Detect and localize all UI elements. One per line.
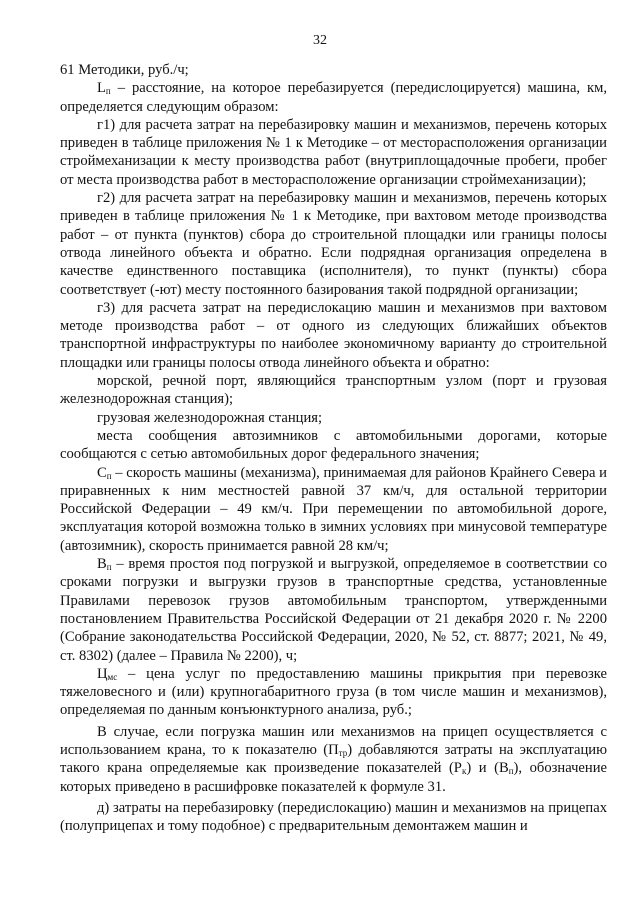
document-body [60, 61, 607, 835]
paragraph-text: ) и (В [466, 760, 509, 777]
symbol-subscript: п [106, 562, 112, 573]
paragraph-text: В случае, если погрузка машин или механизмов на прицеп осуществляется с использованием крана, то к показателю (П [60, 723, 607, 758]
paragraph-text: ), обозначение которых приведено в расшифровке показателей к формуле 31. [60, 760, 608, 795]
symbol-subscript: к [461, 766, 467, 777]
paragraph-g2: г2) для расчета затрат на перебазировку машин и механизмов, перечень которых приведен в таблице приложения № 1 к Методике, при вахтовом методе производства работ – от пункта (пунктов) сбора до строительной площадки или границы полосы отвода линейного объекта и обратно. Если подрядная организация определена в качестве единственного поставщика (исполнителя), то пункт (пункты) сбора соответствует (-ют) месту постоянного базирования такой подрядной организации; [60, 190, 607, 298]
paragraph-d-trailers: д) затраты на перебазировку (передислокацию) машин и механизмов на прицепах (полуприцепах и тому подобное) с предварительным демонтажем машин и [60, 799, 607, 835]
paragraph-text: – расстояние, на которое перебазируется (передислоцируется) машина, км, определяется следующим образом: [60, 80, 607, 115]
paragraph-railway-station: грузовая железнодорожная станция; [97, 409, 323, 426]
paragraph-speed [60, 464, 607, 555]
symbol-subscript: п [105, 86, 111, 97]
paragraph-g1: г1) для расчета затрат на перебазировку машин и механизмов, перечень которых приведен в таблице приложения № 1 к Методике – от месторасположения организации строймеханизации к месту производства работ (внутриплощадочные пробеги, пробег от места производства работ в месторасположение организации строймеханизации); [60, 116, 607, 188]
paragraph-winter-roads: места сообщения автозимников с автомобильными дорогами, которые сообщаются с сетью автомобильных дорог федерального значения; [60, 427, 607, 463]
paragraph-l-distance [60, 79, 607, 116]
symbol-subscript: п [106, 470, 112, 481]
paragraph-text: – скорость машины (механизма), принимаемая для районов Крайнего Севера и приравненных к ним местностей равной 37 км/ч, для остальной территории Российской Федерации – 49 км/ч. При перемещении по автомобильной дороге, эксплуатация которой возможна только в зимних условиях при минусовой температуре (автозимник), скорость принимается равной 28 км/ч; [60, 464, 607, 554]
paragraph-escort-price [60, 665, 607, 720]
symbol-v: В [97, 556, 107, 573]
symbol-subscript: п [508, 766, 514, 777]
paragraph-port: морской, речной порт, являющийся транспортным узлом (порт и грузовая железнодорожная станция); [60, 373, 607, 408]
symbol-c: С [97, 464, 107, 481]
symbol-subscript: мс [107, 671, 118, 682]
paragraph-continuation: 61 Методики, руб./ч; [60, 62, 189, 78]
paragraph-text: ) добавляются затраты на эксплуатацию такого крана определяемые как произведение показателей (Р [60, 741, 607, 777]
paragraph-crane-loading [60, 723, 607, 796]
symbol-l: L [97, 80, 106, 97]
paragraph-text: – цена услуг по предоставлению машины прикрытия при перевозке тяжеловесного и (или) крупногабаритного груза (в том числе машин и механизмов), определяемая по данным конъюнктурного анализа, руб.; [60, 665, 607, 719]
symbol-subscript: тр [338, 747, 348, 758]
paragraph-text: – время простоя под погрузкой и выгрузкой, определяемое в соответствии со сроками погрузки и выгрузки грузов в транспортные средства, установленные Правилами перевозок грузов автомобильным транспортом, утвержденными постановлением Правительства Российской Федерации от 21 декабря 2020 г. № 2200 (Собрание законодательства Российской Федерации, 2020, № 52, ст. 8877; 2021, № 49, ст. 8302) (далее – Правила № 2200), ч; [60, 556, 607, 664]
page-number: 32 [313, 33, 327, 48]
paragraph-g3: г3) для расчета затрат на передислокацию машин и механизмов при вахтовом методе производства работ – от одного из следующих ближайших объектов транспортной инфраструктуры по наиболее экономичному варианту до строительной площадки или границы полосы отвода линейного объекта и обратно: [60, 299, 607, 371]
paragraph-idle-time [60, 555, 607, 665]
symbol-ts: Ц [97, 665, 108, 682]
